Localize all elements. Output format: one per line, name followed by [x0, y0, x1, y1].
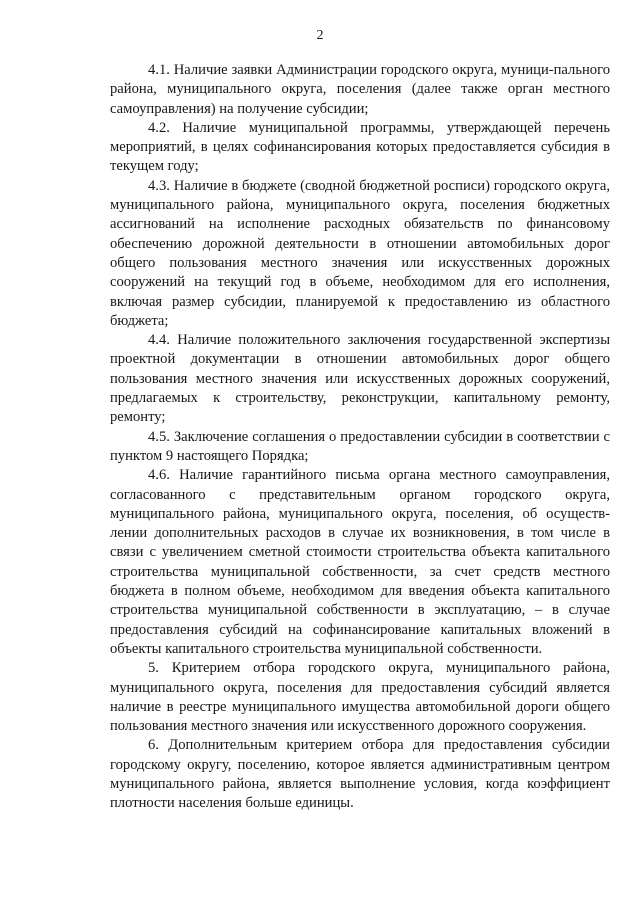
paragraph-4-2: 4.2. Наличие муниципальной программы, утверждающей перечень мероприятий, в целях софинансирования которых предоставляется субсидия в текущем году;: [110, 119, 610, 175]
document-body: [110, 61, 610, 814]
paragraph-6: 6. Дополнительным критерием отбора для предоставления субсидии городскому округу, поселению, которое является административным центром муниципального района, является выполнение условия, когда коэффициент плотности населения больше единицы.: [110, 737, 610, 812]
paragraph-5: 5. Критерием отбора городского округа, муниципального района, муниципального округа, поселения для предоставления субсидий является наличие в реестре муниципального имущества автомобильной дороги общего пользования местного значения или искусственного дорожного сооружения.: [110, 660, 610, 735]
paragraph-4-5: 4.5. Заключение соглашения о предоставлении субсидии в соответствии с пунктом 9 настоящего Порядка;: [110, 428, 610, 464]
paragraph-4-1: 4.1. Наличие заявки Администрации городского округа, муници-пального района, муниципального округа, поселения (далее также орган местного самоуправления) на получение субсидии;: [110, 62, 610, 117]
paragraph-4-3: 4.3. Наличие в бюджете (сводной бюджетной росписи) городского округа, муниципального района, муниципального округа, поселения бюджетных ассигнований на исполнение расходных обязательств по финансовому обеспечению дорожной деятельности в отношении автомобильных дорог общего пользования местного значения или искусственных дорожных сооружений на текущий год в объеме, необходимом для его исполнения, включая размер субсидии, планируемой к предоставлению из областного бюджета;: [110, 177, 610, 329]
paragraph-4-6: 4.6. Наличие гарантийного письма органа местного самоуправления, согласованного с представительным органом городского округа, муниципального района, муниципального округа, поселения, об осуществ-лении дополнительных расходов в случае их возникновения, в том числе в связи с увеличением сметной стоимости строительства объекта капитального строительства муниципальной собственности, за счет средств местного бюджета в полном объеме, необходимом для введения объекта капитального строительства муниципальной собственности в эксплуатацию, – в случае предоставления субсидий на софинансирование капитальных вложений в объекты капитального строительства муниципальной собственности.: [110, 467, 610, 657]
paragraph-4-4: 4.4. Наличие положительного заключения государственной экспертизы проектной документации в отношении автомобильных дорог общего пользования местного значения или искусственных дорожных сооружений, предлагаемых к строительству, реконструкции, капитальному ремонту, ремонту;: [110, 332, 610, 426]
page-number: 2: [316, 28, 324, 43]
